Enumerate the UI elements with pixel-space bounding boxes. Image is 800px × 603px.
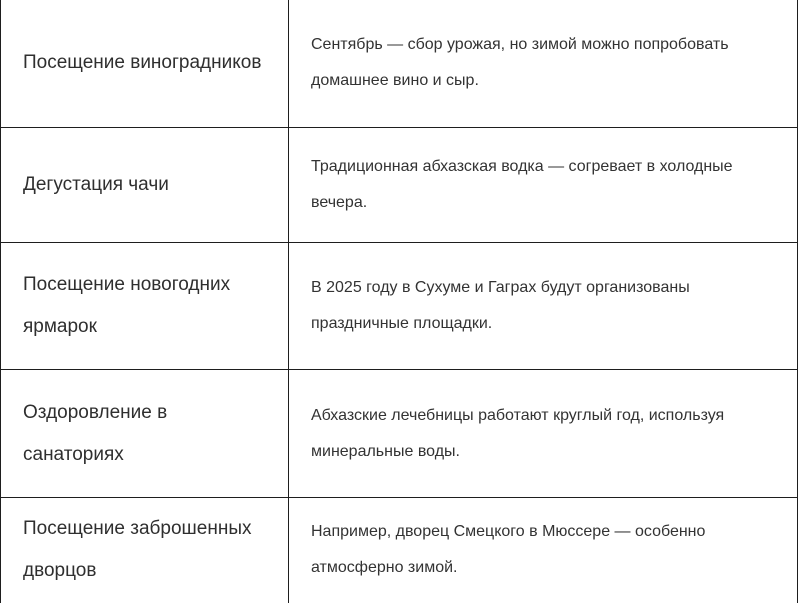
activity-description: Сентябрь — сбор урожая, но зимой можно попробовать домашнее вино и сыр.: [311, 36, 729, 89]
activity-cell: [1, 370, 289, 498]
table-row: [1, 128, 798, 243]
description-cell: [289, 0, 798, 128]
table-row: [1, 370, 798, 498]
activity-description: В 2025 году в Сухуме и Гаграх будут организованы праздничные площадки.: [311, 279, 690, 332]
description-cell: [289, 243, 798, 370]
activity-description: Например, дворец Смецкого в Мюссере — особенно атмосферно зимой.: [311, 523, 706, 577]
activity-cell: [1, 498, 289, 603]
activity-name: Посещение новогодних ярмарок: [23, 274, 231, 337]
activity-name: Оздоровление в санаториях: [23, 401, 168, 465]
activity-description: Абхазские лечебницы работают круглый год, используя минеральные воды.: [311, 406, 725, 460]
description-cell: [289, 498, 798, 603]
table-row: [1, 0, 798, 128]
activity-name: Дегустация чачи: [23, 174, 169, 195]
activity-name: Посещение заброшенных дворцов: [23, 518, 252, 582]
activity-cell: [1, 0, 289, 128]
table-row: [1, 498, 798, 603]
table-row: [1, 243, 798, 370]
activity-name: Посещение виноградников: [23, 52, 262, 73]
activity-cell: [1, 243, 289, 370]
activity-description: Традиционная абхазская водка — согревает в холодные вечера.: [311, 158, 733, 211]
activity-cell: [1, 128, 289, 243]
description-cell: [289, 128, 798, 243]
description-cell: [289, 370, 798, 498]
